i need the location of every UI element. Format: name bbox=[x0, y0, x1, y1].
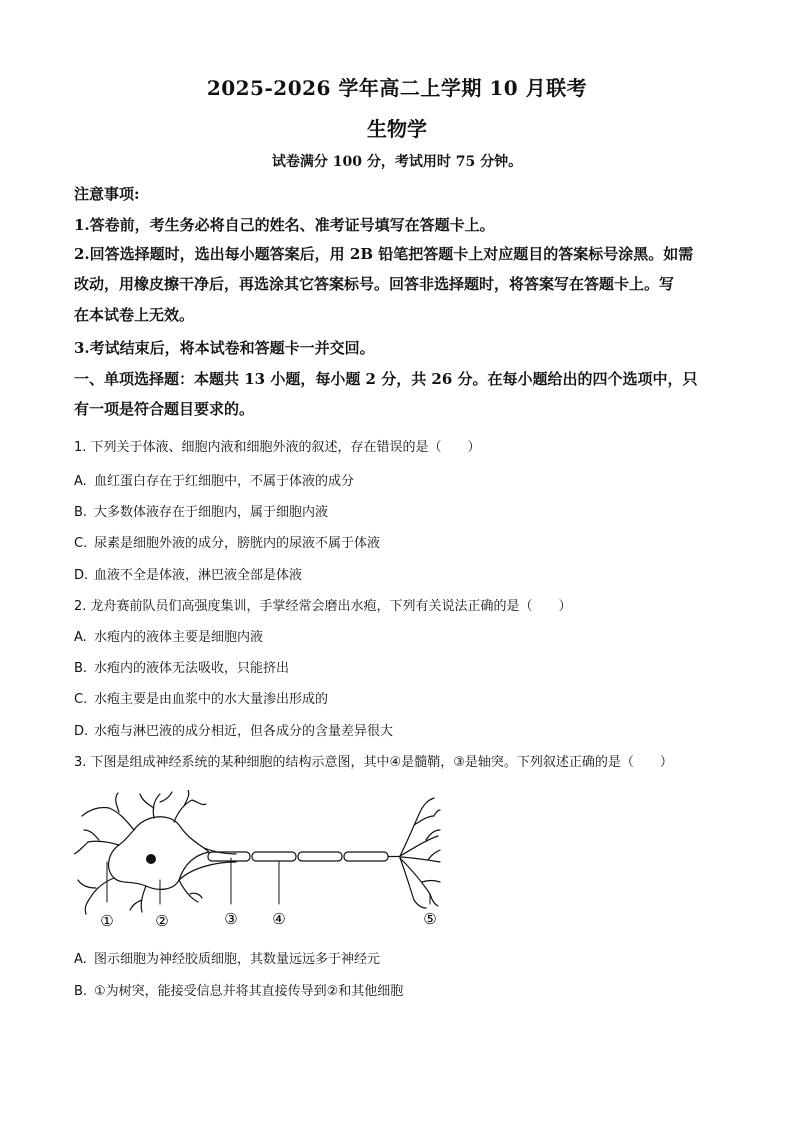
question-stem: 3. 下图是组成神经系统的某种细胞的结构示意图，其中④是髓鞘，③是轴突。下列叙述正确的是（ ） bbox=[74, 755, 673, 770]
option-letter: D. bbox=[74, 568, 89, 583]
dendrite-path bbox=[130, 886, 146, 912]
axon-terminal bbox=[400, 850, 440, 862]
option-row bbox=[74, 722, 734, 742]
option-letter: A. bbox=[74, 952, 87, 967]
exam-title: 2025-2026 学年高二上学期 10 月联考 bbox=[206, 76, 588, 100]
notice-item: 改动，用橡皮擦干净后，再选涂其它答案标号。回答非选择题时，将答案写在答题卡上。写 bbox=[74, 275, 675, 293]
nucleus-dot bbox=[146, 854, 156, 864]
section-heading: 一、单项选择题：本题共 13 小题，每小题 2 分，共 26 分。在每小题给出的四个选项中，只 bbox=[74, 370, 698, 388]
option-row bbox=[74, 628, 734, 648]
option-letter: A. bbox=[74, 474, 87, 489]
option-letter: B. bbox=[74, 505, 88, 520]
section-heading-cont: 有一项是符合题目要求的。 bbox=[74, 400, 255, 418]
option-text: 水疱内的液体无法吸收，只能挤出 bbox=[94, 661, 290, 676]
exam-meta: 试卷满分 100 分，考试用时 75 分钟。 bbox=[271, 154, 523, 170]
notice-item: 3.考试结束后，将本试卷和答题卡一并交回。 bbox=[74, 339, 375, 357]
option-letter: C. bbox=[74, 536, 88, 551]
option-row bbox=[74, 566, 734, 586]
myelin-segment bbox=[298, 852, 342, 861]
neuron-diagram bbox=[74, 790, 454, 935]
figure-label: ③ bbox=[224, 910, 238, 928]
option-text: 水疱内的液体主要是细胞内液 bbox=[94, 630, 264, 645]
dendrite-path bbox=[82, 793, 134, 830]
option-row bbox=[74, 659, 734, 679]
figure-label: ② bbox=[155, 912, 169, 930]
cell-body-outline bbox=[109, 817, 209, 890]
figure-label: ⑤ bbox=[423, 910, 437, 928]
option-text: 水疱主要是由血浆中的水大量渗出形成的 bbox=[94, 692, 329, 707]
option-text: 图示细胞为神经胶质细胞，其数量远远多于神经元 bbox=[94, 952, 381, 967]
option-text: 血红蛋白存在于红细胞中，不属于体液的成分 bbox=[94, 474, 355, 489]
option-letter: B. bbox=[74, 661, 88, 676]
option-row bbox=[74, 503, 734, 523]
option-row bbox=[74, 690, 734, 710]
option-text: ①为树突，能接受信息并将其直接传导到②和其他细胞 bbox=[94, 984, 404, 999]
option-letter: B. bbox=[74, 984, 88, 999]
myelin-segment bbox=[252, 852, 296, 861]
option-letter: D. bbox=[74, 724, 89, 739]
subject-title: 生物学 bbox=[367, 117, 427, 141]
option-row bbox=[74, 982, 734, 1002]
figure-label: ① bbox=[100, 912, 114, 930]
option-row bbox=[74, 950, 734, 970]
question-stem: 1. 下列关于体液、细胞内液和细胞外液的叙述，存在错误的是（ ） bbox=[74, 440, 481, 455]
axon-terminal bbox=[400, 798, 440, 856]
notice-item: 2.回答选择题时，选出每小题答案后，用 2B 铅笔把答题卡上对应题目的答案标号涂黑。如需 bbox=[74, 245, 694, 263]
option-row bbox=[74, 472, 734, 492]
option-letter: C. bbox=[74, 692, 88, 707]
option-text: 水疱与淋巴液的成分相近，但各成分的含量差异很大 bbox=[94, 724, 394, 739]
figure-label: ④ bbox=[272, 910, 286, 928]
dendrite-path bbox=[179, 880, 202, 902]
dendrite-path bbox=[74, 830, 119, 854]
axon-terminal bbox=[400, 858, 440, 906]
notice-heading: 注意事项: bbox=[74, 185, 140, 203]
dendrite-path bbox=[78, 878, 114, 914]
dendrite-path bbox=[174, 790, 206, 822]
notice-item: 在本试卷上无效。 bbox=[74, 306, 195, 324]
question-stem: 2. 龙舟赛前队员们高强度集训，手掌经常会磨出水疱，下列有关说法正确的是（ ） bbox=[74, 599, 572, 614]
notice-item: 1.答卷前，考生务必将自己的姓名、准考证号填写在答题卡上。 bbox=[74, 216, 495, 234]
option-text: 尿素是细胞外液的成分，膀胱内的尿液不属于体液 bbox=[94, 536, 381, 551]
option-letter: A. bbox=[74, 630, 87, 645]
myelin-segment bbox=[344, 852, 388, 861]
option-text: 血液不全是体液，淋巴液全部是体液 bbox=[94, 568, 303, 583]
option-text: 大多数体液存在于细胞内，属于细胞内液 bbox=[94, 505, 329, 520]
option-row bbox=[74, 534, 734, 554]
dendrite-path bbox=[140, 792, 172, 818]
